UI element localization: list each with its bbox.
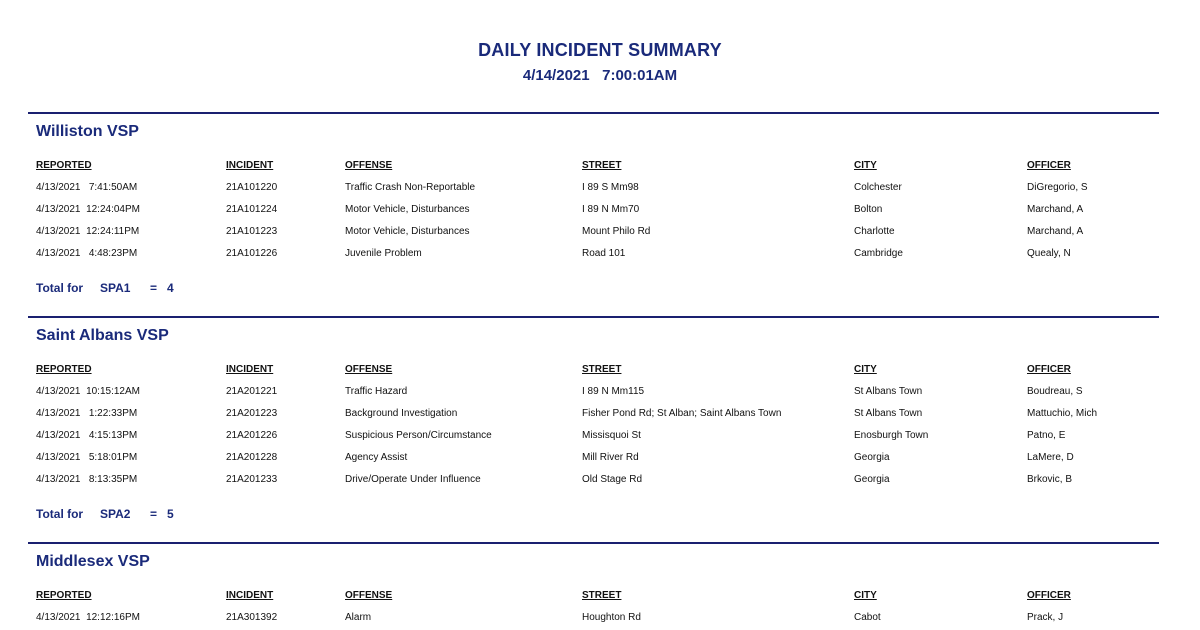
officer-cell: Patno, E <box>1027 430 1066 441</box>
reported-cell <box>36 204 140 215</box>
table-row <box>28 612 1159 628</box>
reported-date: 4/13/2021 <box>36 430 81 441</box>
offense-cell: Motor Vehicle, Disturbances <box>345 226 470 237</box>
officer-cell: LaMere, D <box>1027 452 1074 463</box>
reported-cell <box>36 248 137 259</box>
officer-cell: Marchand, A <box>1027 204 1084 215</box>
reported-time: 8:13:35PM <box>88 474 138 485</box>
col-reported: REPORTED <box>36 160 92 171</box>
city-cell: Cambridge <box>854 248 903 259</box>
total-equals: = <box>150 281 158 295</box>
total-equals: = <box>150 507 158 521</box>
reported-cell <box>36 430 137 441</box>
col-city: CITY <box>854 160 877 171</box>
reported-date: 4/13/2021 <box>36 386 81 397</box>
officer-cell: Boudreau, S <box>1027 386 1083 397</box>
reported-date: 4/13/2021 <box>36 248 81 259</box>
officer-cell: DiGregorio, S <box>1027 182 1088 193</box>
report-date: 4/14/2021 <box>522 67 590 84</box>
col-offense: OFFENSE <box>345 590 393 601</box>
offense-cell: Juvenile Problem <box>345 248 422 259</box>
street-cell: Houghton Rd <box>582 612 641 623</box>
report-datetime <box>0 67 1200 84</box>
table-row <box>28 430 1159 446</box>
reported-date: 4/13/2021 <box>36 226 81 237</box>
table-header-row <box>28 590 1159 606</box>
city-cell: Bolton <box>854 204 883 215</box>
reported-cell <box>36 182 137 193</box>
table-row <box>28 386 1159 402</box>
street-cell: I 89 N Mm70 <box>582 204 640 215</box>
street-cell: Old Stage Rd <box>582 474 643 485</box>
incident-cell: 21A101224 <box>226 204 278 215</box>
col-officer: OFFICER <box>1027 364 1071 375</box>
table-header-row <box>28 364 1159 380</box>
table-row <box>28 204 1159 220</box>
reported-date: 4/13/2021 <box>36 452 81 463</box>
reported-date: 4/13/2021 <box>36 474 81 485</box>
report-time: 7:00:01AM <box>602 67 678 84</box>
reported-time: 5:18:01PM <box>88 452 138 463</box>
col-offense: OFFENSE <box>345 364 393 375</box>
city-cell: Enosburgh Town <box>854 430 929 441</box>
total-code: SPA1 <box>100 281 131 295</box>
col-reported: REPORTED <box>36 590 92 601</box>
reported-cell <box>36 474 137 485</box>
incident-cell: 21A201228 <box>226 452 278 463</box>
city-cell: Georgia <box>854 474 890 485</box>
officer-cell: Marchand, A <box>1027 226 1084 237</box>
reported-cell <box>36 452 137 463</box>
officer-cell: Prack, J <box>1027 612 1064 623</box>
section-divider <box>28 316 1159 318</box>
reported-date: 4/13/2021 <box>36 408 81 419</box>
col-incident: INCIDENT <box>226 160 274 171</box>
offense-cell: Background Investigation <box>345 408 458 419</box>
col-street: STREET <box>582 160 622 171</box>
officer-cell: Brkovic, B <box>1027 474 1073 485</box>
table-row <box>28 452 1159 468</box>
reported-cell <box>36 408 137 419</box>
city-cell: St Albans Town <box>854 386 923 397</box>
offense-cell: Drive/Operate Under Influence <box>345 474 481 485</box>
incident-cell: 21A101220 <box>226 182 278 193</box>
col-city: CITY <box>854 364 877 375</box>
street-cell: I 89 N Mm115 <box>582 386 645 397</box>
total-count: 4 <box>167 281 174 295</box>
incident-cell: 21A201221 <box>226 386 278 397</box>
col-offense: OFFENSE <box>345 160 393 171</box>
reported-time: 1:22:33PM <box>88 408 138 419</box>
reported-time: 4:15:13PM <box>88 430 138 441</box>
offense-cell: Traffic Crash Non-Reportable <box>345 182 476 193</box>
city-cell: Cabot <box>854 612 881 623</box>
street-cell: Fisher Pond Rd; St Alban; Saint Albans Town <box>582 408 782 419</box>
table-row <box>28 248 1159 264</box>
incident-cell: 21A101223 <box>226 226 278 237</box>
section-title: Saint Albans VSP <box>36 327 169 344</box>
officer-cell: Mattuchio, Mich <box>1027 408 1098 419</box>
reported-time: 12:24:11PM <box>86 226 140 237</box>
report-title: DAILY INCIDENT SUMMARY <box>478 40 722 60</box>
reported-cell <box>36 226 139 237</box>
table-row <box>28 474 1159 490</box>
col-officer: OFFICER <box>1027 590 1071 601</box>
col-street: STREET <box>582 590 622 601</box>
total-count: 5 <box>167 507 174 521</box>
incident-cell: 21A301392 <box>226 612 278 623</box>
street-cell: Mount Philo Rd <box>582 226 651 237</box>
offense-cell: Alarm <box>345 612 372 623</box>
street-cell: I 89 S Mm98 <box>582 182 639 193</box>
table-row <box>28 182 1159 198</box>
incident-cell: 21A201223 <box>226 408 278 419</box>
section-divider <box>28 112 1159 114</box>
col-incident: INCIDENT <box>226 364 274 375</box>
street-cell: Mill River Rd <box>582 452 639 463</box>
city-cell: St Albans Town <box>854 408 923 419</box>
total-label: Total for <box>36 281 84 295</box>
offense-cell: Agency Assist <box>345 452 408 463</box>
incident-cell: 21A201233 <box>226 474 278 485</box>
city-cell: Colchester <box>854 182 902 193</box>
offense-cell: Suspicious Person/Circumstance <box>345 430 492 441</box>
col-street: STREET <box>582 364 622 375</box>
reported-date: 4/13/2021 <box>36 612 81 623</box>
reported-time: 12:24:04PM <box>86 204 140 215</box>
col-city: CITY <box>854 590 877 601</box>
street-cell: Missisquoi St <box>582 430 641 441</box>
section-title: Middlesex VSP <box>36 553 150 570</box>
total-label: Total for <box>36 507 84 521</box>
city-cell: Charlotte <box>854 226 895 237</box>
city-cell: Georgia <box>854 452 890 463</box>
reported-date: 4/13/2021 <box>36 182 81 193</box>
col-officer: OFFICER <box>1027 160 1071 171</box>
reported-cell <box>36 386 140 397</box>
reported-date: 4/13/2021 <box>36 204 81 215</box>
total-code: SPA2 <box>100 507 131 521</box>
officer-cell: Quealy, N <box>1027 248 1071 259</box>
section-divider <box>28 542 1159 544</box>
table-row <box>28 226 1159 242</box>
col-incident: INCIDENT <box>226 590 274 601</box>
offense-cell: Motor Vehicle, Disturbances <box>345 204 470 215</box>
reported-time: 4:48:23PM <box>88 248 138 259</box>
reported-time: 10:15:12AM <box>86 386 140 397</box>
table-row <box>28 408 1159 424</box>
incident-cell: 21A101226 <box>226 248 278 259</box>
street-cell: Road 101 <box>582 248 626 259</box>
table-header-row <box>28 160 1159 176</box>
section-title: Williston VSP <box>36 123 139 140</box>
reported-cell <box>36 612 140 623</box>
col-reported: REPORTED <box>36 364 92 375</box>
reported-time: 7:41:50AM <box>88 182 138 193</box>
offense-cell: Traffic Hazard <box>345 386 408 397</box>
reported-time: 12:12:16PM <box>86 612 140 623</box>
incident-cell: 21A201226 <box>226 430 278 441</box>
